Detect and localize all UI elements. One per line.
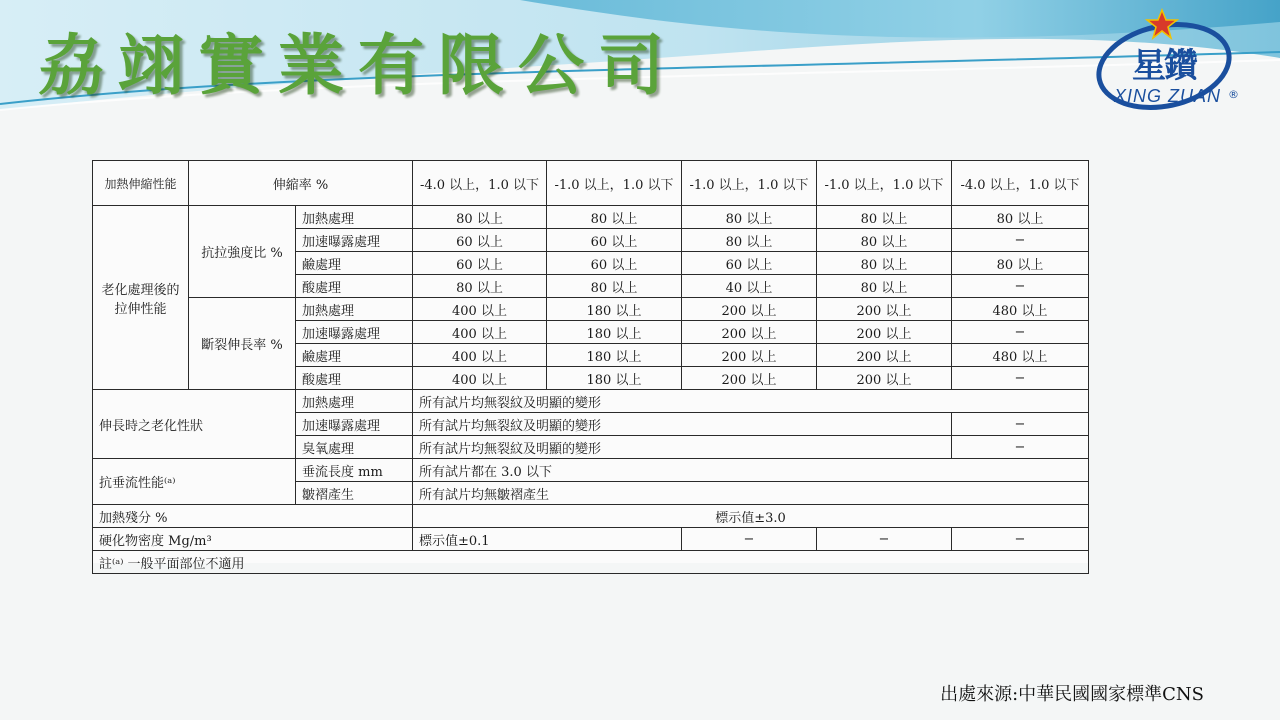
table-cell: 40 以上: [682, 275, 817, 298]
table-cell: 200 以上: [682, 298, 817, 321]
treatment-cell: 鹼處理: [296, 344, 413, 367]
table-cell: 所有試片均無皺褶產生: [413, 482, 1089, 505]
stretch-aging-label: 伸長時之老化性狀: [93, 390, 296, 459]
aging-label: 老化處理後的拉伸性能: [93, 206, 189, 390]
density-label: 硬化物密度 Mg/m³: [93, 528, 413, 551]
table-cell: 80 以上: [817, 252, 952, 275]
table-cell: -4.0 以上，1.0 以下: [413, 161, 547, 206]
table-cell: 80 以上: [547, 275, 682, 298]
treatment-cell: 加速曝露處理: [296, 321, 413, 344]
elongation-label: 斷裂伸長率 %: [189, 298, 296, 390]
table-cell: 180 以上: [547, 367, 682, 390]
table-cell: 標示值±0.1: [413, 528, 682, 551]
table-cell: -1.0 以上，1.0 以下: [547, 161, 682, 206]
table-cell: 400 以上: [413, 321, 547, 344]
company-title: 劦翊實業有限公司: [38, 27, 678, 104]
table-cell: 80 以上: [547, 206, 682, 229]
item-label: 伸縮率 %: [189, 161, 413, 206]
table-cell: 480 以上: [952, 298, 1089, 321]
table-cell: 所有試片均無裂紋及明顯的變形: [413, 413, 952, 436]
table-row: [93, 206, 1089, 229]
table-cell: 80 以上: [682, 206, 817, 229]
table-cell: 200 以上: [817, 367, 952, 390]
logo-chinese: 星鑽: [1132, 46, 1196, 86]
table-row: [93, 161, 1089, 206]
treatment-cell: 垂流長度 mm: [296, 459, 413, 482]
treatment-cell: 臭氧處理: [296, 436, 413, 459]
treatment-cell: 加熱處理: [296, 298, 413, 321]
source-caption: 出處來源:中華民國國家標準CNS: [940, 684, 1204, 705]
table-row: [93, 459, 1089, 482]
registered-mark: ®: [1228, 88, 1239, 101]
table-cell: −: [952, 436, 1089, 459]
table-cell: 60 以上: [682, 252, 817, 275]
table-cell: −: [952, 367, 1089, 390]
table-row: [93, 298, 1089, 321]
treatment-cell: 酸處理: [296, 367, 413, 390]
table-row: [93, 390, 1089, 413]
table-cell: 80 以上: [682, 229, 817, 252]
table-cell: −: [952, 229, 1089, 252]
star-icon: [1147, 10, 1177, 38]
table-cell: 400 以上: [413, 367, 547, 390]
treatment-cell: 加熱處理: [296, 206, 413, 229]
table-cell: 80 以上: [817, 206, 952, 229]
table-cell: 所有試片都在 3.0 以下: [413, 459, 1089, 482]
table-cell: 所有試片均無裂紋及明顯的變形: [413, 390, 1089, 413]
spec-table: [92, 160, 1089, 574]
row-label: 加熱伸縮性能: [93, 161, 189, 206]
table-cell: 60 以上: [413, 252, 547, 275]
table-cell: 80 以上: [952, 252, 1089, 275]
table-cell: 200 以上: [682, 367, 817, 390]
table-cell: 200 以上: [817, 298, 952, 321]
company-logo: [1092, 8, 1242, 120]
table-cell: 80 以上: [413, 275, 547, 298]
table-cell: 200 以上: [817, 344, 952, 367]
table-row: [93, 551, 1089, 574]
table-cell: 180 以上: [547, 298, 682, 321]
table-cell: 標示值±3.0: [413, 505, 1089, 528]
table-cell: −: [952, 275, 1089, 298]
table-cell: -4.0 以上，1.0 以下: [952, 161, 1089, 206]
table-cell: 80 以上: [952, 206, 1089, 229]
table-cell: 180 以上: [547, 321, 682, 344]
table-cell: 200 以上: [682, 321, 817, 344]
table-row: [93, 505, 1089, 528]
treatment-cell: 酸處理: [296, 275, 413, 298]
treatment-cell: 皺褶產生: [296, 482, 413, 505]
table-cell: −: [682, 528, 817, 551]
table-cell: 480 以上: [952, 344, 1089, 367]
table-cell: 60 以上: [547, 229, 682, 252]
table-cell: 400 以上: [413, 298, 547, 321]
table-note: 註⁽ᵃ⁾ 一般平面部位不適用: [93, 551, 1089, 574]
table-cell: -1.0 以上，1.0 以下: [682, 161, 817, 206]
tensile-label: 抗拉強度比 %: [189, 206, 296, 298]
table-cell: -1.0 以上，1.0 以下: [817, 161, 952, 206]
sag-label: 抗垂流性能⁽ᵃ⁾: [93, 459, 296, 505]
logo-english: XING ZUAN: [1114, 86, 1222, 106]
table-row: [93, 528, 1089, 551]
table-cell: 所有試片均無裂紋及明顯的變形: [413, 436, 952, 459]
table-cell: 60 以上: [547, 252, 682, 275]
table-cell: 80 以上: [817, 275, 952, 298]
treatment-cell: 加速曝露處理: [296, 229, 413, 252]
residue-label: 加熱殘分 %: [93, 505, 413, 528]
treatment-cell: 鹼處理: [296, 252, 413, 275]
treatment-cell: 加熱處理: [296, 390, 413, 413]
table-cell: 400 以上: [413, 344, 547, 367]
cns-spec-table-image: [92, 160, 1088, 572]
table-cell: −: [817, 528, 952, 551]
table-cell: 80 以上: [413, 206, 547, 229]
treatment-cell: 加速曝露處理: [296, 413, 413, 436]
table-cell: −: [952, 321, 1089, 344]
table-cell: 200 以上: [682, 344, 817, 367]
table-cell: −: [952, 413, 1089, 436]
table-cell: 60 以上: [413, 229, 547, 252]
table-cell: −: [952, 528, 1089, 551]
table-cell: 180 以上: [547, 344, 682, 367]
table-cell: 200 以上: [817, 321, 952, 344]
table-cell: 80 以上: [817, 229, 952, 252]
